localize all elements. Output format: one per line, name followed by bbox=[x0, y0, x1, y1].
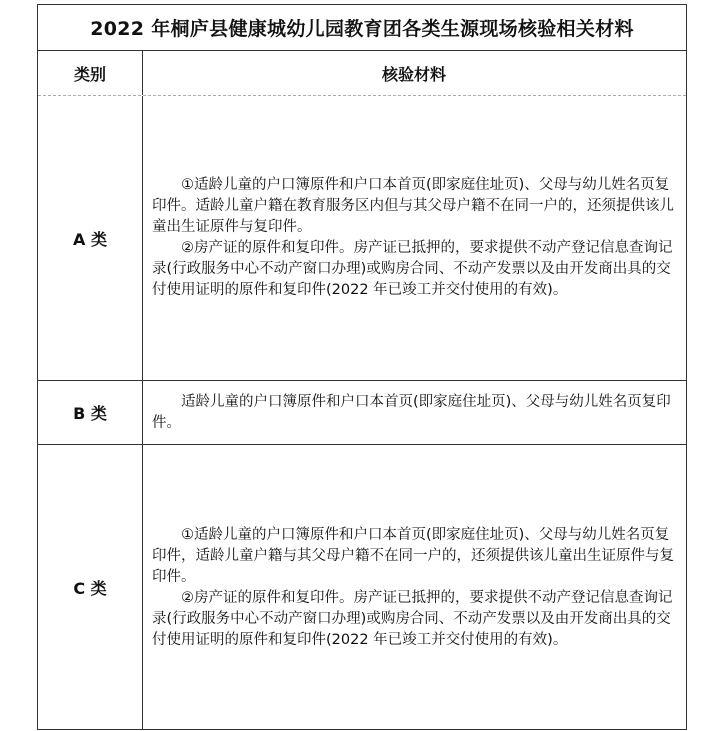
table-row-c bbox=[38, 445, 686, 730]
document-title: 2022 年桐庐县健康城幼儿园教育团各类生源现场核验相关材料 bbox=[90, 18, 634, 40]
category-cell: B 类 bbox=[38, 381, 143, 444]
category-cell: A 类 bbox=[38, 96, 143, 380]
category-header: 类别 bbox=[38, 51, 143, 95]
materials-header: 核验材料 bbox=[381, 64, 446, 84]
table-row-b bbox=[38, 381, 686, 445]
materials-cell bbox=[142, 445, 686, 730]
materials-cell bbox=[142, 381, 686, 444]
material-paragraph: ②房产证的原件和复印件。房产证已抵押的，要求提供不动产登记信息查询记录(行政服务中心不动产窗口办理)或购房合同、不动产发票以及由开发商出具的交付使用证明的原件和复印件(2022 年已竣工并交付使用的有效)。 bbox=[152, 589, 673, 648]
material-paragraph: ①适龄儿童的户口簿原件和户口本首页(即家庭住址页)、父母与幼儿姓名页复印件，适龄儿童户籍与其父母户籍不在同一户的，还须提供该儿童出生证原件与复印件。 bbox=[152, 526, 674, 585]
table-row-a bbox=[38, 96, 686, 381]
materials-cell bbox=[142, 96, 686, 380]
material-paragraph: 适龄儿童的户口簿原件和户口本首页(即家庭住址页)、父母与幼儿姓名页复印件。 bbox=[152, 393, 671, 431]
header-row bbox=[38, 51, 686, 96]
material-paragraph: ①适龄儿童的户口簿原件和户口本首页(即家庭住址页)、父母与幼儿姓名页复印件。适龄儿童户籍在教育服务区内但与其父母户籍不在同一户的，还须提供该儿童出生证原件与复印件。 bbox=[152, 177, 674, 235]
category-cell: C 类 bbox=[38, 445, 143, 730]
material-paragraph: ②房产证的原件和复印件。房产证已抵押的，要求提供不动产登记信息查询记录(行政服务中心不动产窗口办理)或购房合同、不动产发票以及由开发商出具的交付使用证明的原件和复印件(2022 年已竣工并交付使用的有效)。 bbox=[152, 240, 673, 298]
title-row bbox=[38, 5, 686, 51]
materials-table bbox=[37, 4, 687, 730]
